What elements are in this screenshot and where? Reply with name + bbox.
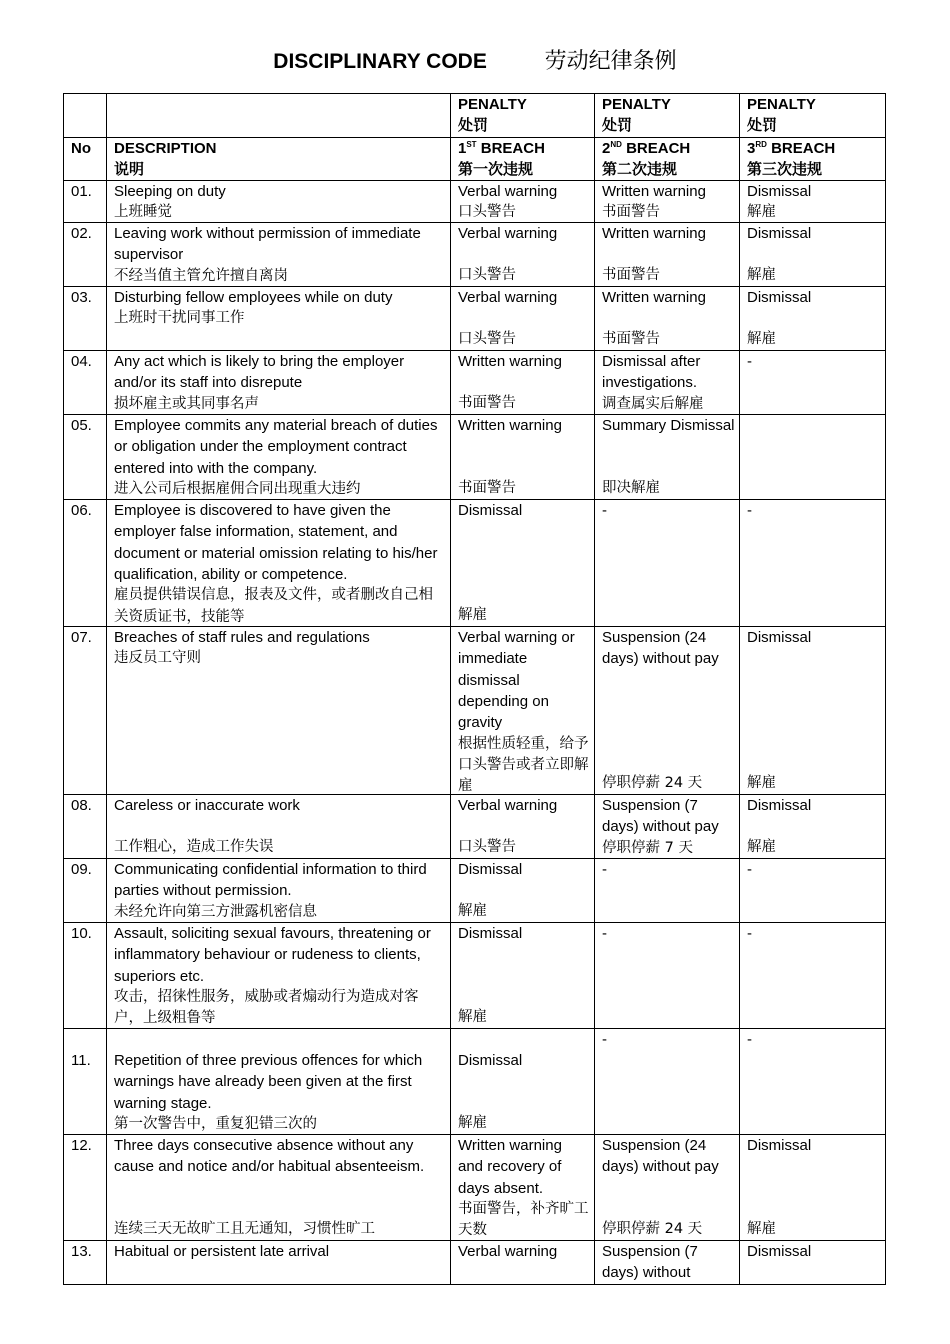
table-row [64, 627, 886, 795]
description-cell-text: Employee commits any material breach of duties or obligation under the employment contract entered into with the company. [114, 417, 438, 477]
page-title [0, 44, 950, 75]
description-cell-text-cn: 雇员提供错误信息，报表及文件，或者删改自己相关资质证书，技能等 [114, 587, 433, 625]
third-breach-penalty-text: Dismissal [747, 1137, 812, 1155]
second-breach-penalty [595, 287, 740, 351]
description-cell-text-cn: 连续三天无故旷工且无通知，习惯性旷工 [114, 1220, 375, 1237]
description-cell-text: Disturbing fellow employees while on duty [114, 289, 393, 307]
second-breach-penalty-text: Written warning [602, 289, 706, 307]
first-breach-penalty [451, 287, 595, 351]
third-breach-penalty [740, 287, 886, 351]
second-breach-penalty-text-cn: 书面警告 [602, 330, 660, 347]
first-breach-penalty [451, 223, 595, 287]
second-breach-penalty-text: - [602, 502, 607, 520]
row-number: 02. [64, 223, 107, 287]
row-number: 10. [64, 923, 107, 1029]
first-breach-penalty-text: Verbal warning or immediate dismissal depending on gravity [458, 629, 575, 732]
description-cell [107, 1241, 451, 1285]
second-breach-penalty [595, 351, 740, 415]
first-breach-penalty [451, 1029, 595, 1135]
description-cell-text-cn: 进入公司后根据雇佣合同出现重大违约 [114, 481, 361, 498]
third-breach-penalty-text-cn: 解雇 [747, 204, 776, 221]
third-breach-penalty-text: - [747, 861, 752, 879]
third-breach-penalty [740, 1135, 886, 1241]
row-number: 09. [64, 859, 107, 923]
third-breach-penalty [740, 923, 886, 1029]
description-cell-text-cn: 上班时干扰同事工作 [114, 310, 245, 327]
description-cell [107, 351, 451, 415]
second-breach-penalty [595, 795, 740, 859]
second-breach-penalty-text: Suspension (24 days) without pay [602, 1137, 719, 1176]
description-cell-text: Sleeping on duty [114, 183, 226, 201]
first-breach-penalty [451, 1135, 595, 1241]
table-row [64, 500, 886, 627]
description-cell-text: Assault, soliciting sexual favours, threatening or inflammatory behaviour or rudeness to clients, superiors etc. [114, 925, 431, 985]
table-row [64, 287, 886, 351]
third-breach-penalty [740, 859, 886, 923]
third-breach-penalty-text: Dismissal [747, 225, 812, 243]
third-breach-penalty-text: - [747, 353, 752, 371]
third-breach-penalty [740, 223, 886, 287]
first-breach-penalty-text: Verbal warning [458, 1243, 558, 1261]
second-breach-label-cn: 第二次违规 [602, 160, 678, 178]
table-row [64, 1029, 886, 1135]
description-cell [107, 923, 451, 1029]
table-row [64, 1135, 886, 1241]
penalty-label: PENALTY [602, 96, 671, 113]
first-breach-penalty-text: Verbal warning [458, 183, 558, 201]
description-cell-text: Three days consecutive absence without any cause and notice and/or habitual absenteeism. [114, 1137, 425, 1176]
second-breach-penalty-text: Dismissal after investigations. [602, 353, 701, 392]
third-breach-penalty-text-cn: 解雇 [747, 774, 776, 791]
row-number: 11. [64, 1029, 107, 1135]
first-breach-penalty-text-cn: 解雇 [458, 1008, 487, 1025]
row-number: 05. [64, 415, 107, 500]
first-breach-penalty-text: Dismissal [458, 925, 523, 943]
first-breach-penalty-text: Verbal warning [458, 225, 558, 243]
second-breach-label: 2ND BREACH [602, 139, 691, 157]
description-cell-text: Careless or inaccurate work [114, 797, 300, 815]
penalty-label-cn: 处罚 [458, 117, 489, 135]
first-breach-penalty-text-cn: 根据性质轻重，给予口头警告或者立即解雇 [458, 735, 589, 795]
second-breach-penalty-text-cn: 停职停薪 7 天 [602, 839, 693, 856]
penalty-label-cn: 处罚 [602, 117, 633, 135]
first-breach-penalty-text: Dismissal [458, 1052, 523, 1070]
table-row [64, 415, 886, 500]
second-breach-penalty-text: Suspension (7 days) without [602, 1243, 698, 1282]
header-penalty-2 [595, 94, 740, 138]
description-cell-text: Employee is discovered to have given the employer false information, statement, and document or material omission relating to his/her qualification, ability or competence. [114, 502, 438, 584]
first-breach-label-cn: 第一次违规 [458, 160, 534, 178]
second-breach-penalty [595, 1029, 740, 1135]
description-cell-text: Breaches of staff rules and regulations [114, 629, 370, 647]
description-cell-text: Leaving work without permission of immediate supervisor [114, 225, 421, 264]
first-breach-penalty [451, 859, 595, 923]
description-cell-text-cn: 不经当值主管允许擅自离岗 [114, 267, 288, 284]
description-cell [107, 627, 451, 795]
first-breach-penalty-text: Dismissal [458, 502, 523, 520]
row-number: 03. [64, 287, 107, 351]
header-third-breach [740, 137, 886, 181]
first-breach-penalty-text: Written warning [458, 353, 562, 371]
third-breach-penalty [740, 1241, 886, 1285]
third-breach-penalty [740, 181, 886, 223]
first-breach-penalty [451, 181, 595, 223]
first-breach-label: 1ST BREACH [458, 139, 545, 157]
third-breach-penalty [740, 500, 886, 627]
description-cell-text: Communicating confidential information to third parties without permission. [114, 861, 427, 900]
description-cell-text-cn: 未经允许向第三方泄露机密信息 [114, 903, 317, 920]
second-breach-penalty-text-cn: 停职停薪 24 天 [602, 1220, 703, 1237]
second-breach-penalty-text-cn: 即决解雇 [602, 479, 660, 496]
description-cell-text: Repetition of three previous offences for which warnings have already been given at the first warning stage. [114, 1052, 423, 1112]
description-cell [107, 1135, 451, 1241]
third-breach-penalty [740, 795, 886, 859]
second-breach-penalty-text: Suspension (24 days) without pay [602, 629, 719, 668]
table-row [64, 859, 886, 923]
header-row-columns [64, 137, 886, 181]
header-second-breach [595, 137, 740, 181]
row-number: 06. [64, 500, 107, 627]
second-breach-penalty-text: Written warning [602, 183, 706, 201]
description-cell-text-cn: 工作粗心，造成工作失误 [114, 838, 274, 855]
description-cell-text-cn: 第一次警告中，重复犯错三次的 [114, 1116, 317, 1133]
second-breach-penalty [595, 223, 740, 287]
description-cell [107, 859, 451, 923]
header-description [107, 137, 451, 181]
description-cell [107, 1029, 451, 1135]
first-breach-penalty-text-cn: 书面警告 [458, 394, 516, 411]
first-breach-penalty-text-cn: 解雇 [458, 1114, 487, 1131]
description-cell [107, 500, 451, 627]
first-breach-penalty [451, 351, 595, 415]
third-breach-penalty-text: - [747, 502, 752, 520]
description-cell-text-cn: 损坏雇主或其同事名声 [114, 395, 259, 412]
first-breach-penalty [451, 1241, 595, 1285]
first-breach-penalty-text-cn: 解雇 [458, 902, 487, 919]
header-blank-no [64, 94, 107, 138]
row-number: 01. [64, 181, 107, 223]
header-no: No [64, 137, 107, 181]
second-breach-penalty-text: - [602, 925, 607, 943]
third-breach-penalty-text: Dismissal [747, 289, 812, 307]
first-breach-penalty [451, 627, 595, 795]
row-number: 04. [64, 351, 107, 415]
description-cell [107, 181, 451, 223]
penalty-label: PENALTY [458, 96, 527, 113]
third-breach-penalty-text: - [747, 925, 752, 943]
second-breach-penalty-text: Written warning [602, 225, 706, 243]
second-breach-penalty-text-cn: 调查属实后解雇 [602, 395, 704, 412]
first-breach-penalty-text: Written warning [458, 417, 562, 435]
description-cell-text-cn: 攻击，招徕性服务，威胁或者煽动行为造成对客户，上级粗鲁等 [114, 989, 419, 1027]
second-breach-penalty [595, 923, 740, 1029]
second-breach-penalty-text-cn: 停职停薪 24 天 [602, 774, 703, 791]
second-breach-penalty-text: Suspension (7 days) without pay [602, 797, 719, 836]
row-number: 07. [64, 627, 107, 795]
description-cell-text: Any act which is likely to bring the employer and/or its staff into disrepute [114, 353, 405, 392]
third-breach-penalty-text: Dismissal [747, 183, 812, 201]
third-breach-label-cn: 第三次违规 [747, 160, 823, 178]
third-breach-penalty [740, 1029, 886, 1135]
header-penalty-1 [451, 94, 595, 138]
first-breach-penalty [451, 923, 595, 1029]
row-number: 13. [64, 1241, 107, 1285]
third-breach-penalty-text-cn: 解雇 [747, 838, 776, 855]
table-row [64, 351, 886, 415]
row-number: 12. [64, 1135, 107, 1241]
third-breach-penalty-text: Dismissal [747, 797, 812, 815]
second-breach-penalty [595, 181, 740, 223]
third-breach-penalty-text: - [747, 1031, 752, 1049]
second-breach-penalty-text-cn: 书面警告 [602, 204, 660, 221]
second-breach-penalty-text: - [602, 1031, 607, 1049]
first-breach-penalty-text: Verbal warning [458, 289, 558, 307]
table-row [64, 181, 886, 223]
third-breach-penalty-text-cn: 解雇 [747, 330, 776, 347]
first-breach-penalty-text: Written warning and recovery of days absent. [458, 1137, 562, 1197]
second-breach-penalty [595, 627, 740, 795]
description-cell [107, 415, 451, 500]
disciplinary-code-table [63, 93, 886, 1285]
second-breach-penalty-text-cn: 书面警告 [602, 266, 660, 283]
first-breach-penalty-text-cn: 口头警告 [458, 330, 516, 347]
description-cell [107, 795, 451, 859]
first-breach-penalty [451, 415, 595, 500]
penalty-label: PENALTY [747, 96, 816, 113]
first-breach-penalty-text-cn: 书面警告 [458, 479, 516, 496]
first-breach-penalty [451, 795, 595, 859]
third-breach-penalty [740, 351, 886, 415]
description-cell [107, 287, 451, 351]
row-number: 08. [64, 795, 107, 859]
third-breach-penalty-text: Dismissal [747, 1243, 812, 1261]
first-breach-penalty-text-cn: 解雇 [458, 606, 487, 623]
header-first-breach [451, 137, 595, 181]
first-breach-penalty [451, 500, 595, 627]
description-cell-text: Habitual or persistent late arrival [114, 1243, 330, 1261]
description-label-cn: 说明 [114, 160, 145, 178]
second-breach-penalty-text: Summary Dismissal [602, 417, 735, 435]
description-cell-text-cn: 上班睡觉 [114, 204, 172, 221]
third-breach-penalty [740, 627, 886, 795]
page-title-english: DISCIPLINARY CODE [273, 50, 487, 73]
header-row-penalty [64, 94, 886, 138]
description-cell [107, 223, 451, 287]
header-penalty-3 [740, 94, 886, 138]
third-breach-label: 3RD BREACH [747, 139, 836, 157]
second-breach-penalty [595, 1241, 740, 1285]
first-breach-penalty-text-cn: 书面警告，补齐旷工天数 [458, 1201, 589, 1239]
first-breach-penalty-text-cn: 口头警告 [458, 838, 516, 855]
table-row [64, 923, 886, 1029]
table-row [64, 223, 886, 287]
description-label: DESCRIPTION [114, 139, 217, 157]
page-title-chinese: 劳动纪律条例 [544, 49, 677, 74]
table-row [64, 795, 886, 859]
description-cell-text-cn: 违反员工守则 [114, 650, 201, 667]
first-breach-penalty-text-cn: 口头警告 [458, 266, 516, 283]
third-breach-penalty-text-cn: 解雇 [747, 266, 776, 283]
penalty-label-cn: 处罚 [747, 117, 778, 135]
first-breach-penalty-text: Dismissal [458, 861, 523, 879]
third-breach-penalty-text-cn: 解雇 [747, 1220, 776, 1237]
first-breach-penalty-text-cn: 口头警告 [458, 204, 516, 221]
first-breach-penalty-text: Verbal warning [458, 797, 558, 815]
second-breach-penalty [595, 500, 740, 627]
second-breach-penalty-text: - [602, 861, 607, 879]
second-breach-penalty [595, 859, 740, 923]
header-blank-description [107, 94, 451, 138]
third-breach-penalty-text: Dismissal [747, 629, 812, 647]
second-breach-penalty [595, 415, 740, 500]
third-breach-penalty [740, 415, 886, 500]
table-row [64, 1241, 886, 1285]
second-breach-penalty [595, 1135, 740, 1241]
